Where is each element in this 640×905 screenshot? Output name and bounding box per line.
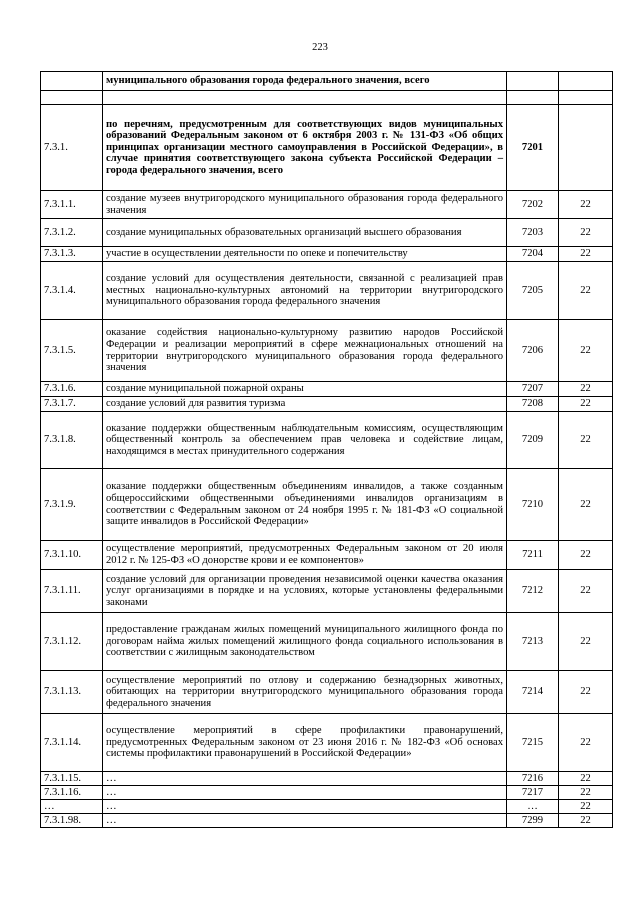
table-row	[41, 191, 613, 219]
row-code: 7207	[507, 382, 559, 397]
row-value: 22	[559, 772, 613, 786]
row-value: 22	[559, 262, 613, 320]
row-number: 7.3.1.16.	[41, 786, 103, 800]
table-row	[41, 412, 613, 469]
row-value	[559, 72, 613, 91]
row-value: 22	[559, 219, 613, 247]
row-value: 22	[559, 191, 613, 219]
row-value: 22	[559, 469, 613, 541]
row-description: создание музеев внутригородского муниципального образования города федерального значения	[103, 191, 507, 219]
row-description: …	[103, 772, 507, 786]
row-code: 7203	[507, 219, 559, 247]
row-value	[559, 91, 613, 105]
table-row	[41, 671, 613, 714]
row-code	[507, 72, 559, 91]
row-number	[41, 91, 103, 105]
row-number: 7.3.1.10.	[41, 541, 103, 570]
row-code: 7299	[507, 814, 559, 828]
row-number: 7.3.1.	[41, 105, 103, 191]
row-number: 7.3.1.5.	[41, 320, 103, 382]
row-number: 7.3.1.7.	[41, 397, 103, 412]
table-row	[41, 397, 613, 412]
row-number: 7.3.1.14.	[41, 714, 103, 772]
table-row	[41, 247, 613, 262]
row-code: 7201	[507, 105, 559, 191]
table-row	[41, 786, 613, 800]
row-description: создание условий для организации проведения независимой оценки качества оказания услуг организациями в порядке и на условиях, которые установлены федеральными законами	[103, 570, 507, 613]
row-description: осуществление мероприятий, предусмотренных Федеральным законом от 20 июля 2012 г. № 125-ФЗ «О донорстве крови и ее компонентов»	[103, 541, 507, 570]
row-description: …	[103, 814, 507, 828]
row-code: 7204	[507, 247, 559, 262]
table-row	[41, 262, 613, 320]
row-number	[41, 72, 103, 91]
row-value: 22	[559, 671, 613, 714]
row-code: …	[507, 800, 559, 814]
row-description: оказание поддержки общественным объединениям инвалидов, а также созданным общероссийскими общественными объединениями инвалидов организациям в соответствии с Федеральным законом от 24 ноября 1995 г. № 181-ФЗ «О социальной защите инвалидов в Российской Федерации»	[103, 469, 507, 541]
row-value: 22	[559, 541, 613, 570]
row-code	[507, 91, 559, 105]
table-row	[41, 91, 613, 105]
table-row	[41, 814, 613, 828]
table-row	[41, 714, 613, 772]
table-row	[41, 382, 613, 397]
row-code: 7214	[507, 671, 559, 714]
row-code: 7212	[507, 570, 559, 613]
row-value: 22	[559, 412, 613, 469]
table-row	[41, 613, 613, 671]
row-value: 22	[559, 714, 613, 772]
row-value	[559, 105, 613, 191]
row-description: осуществление мероприятий по отлову и содержанию безнадзорных животных, обитающих на территории внутригородского муниципального образования города федерального значения	[103, 671, 507, 714]
row-code: 7211	[507, 541, 559, 570]
table-row	[41, 541, 613, 570]
row-code: 7215	[507, 714, 559, 772]
table-row	[41, 570, 613, 613]
row-number: 7.3.1.4.	[41, 262, 103, 320]
row-number: 7.3.1.11.	[41, 570, 103, 613]
row-number: 7.3.1.15.	[41, 772, 103, 786]
row-description: …	[103, 786, 507, 800]
row-number: …	[41, 800, 103, 814]
row-description: оказание поддержки общественным наблюдательным комиссиям, осуществляющим общественный контроль за обеспечением прав человека и содействие лицам, находящимся в местах принудительного содержания	[103, 412, 507, 469]
row-value: 22	[559, 786, 613, 800]
table-row	[41, 219, 613, 247]
row-code: 7205	[507, 262, 559, 320]
row-code: 7216	[507, 772, 559, 786]
row-description: предоставление гражданам жилых помещений муниципального жилищного фонда по договорам найма жилых помещений жилищного фонда социального использования в соответствии с жилищным законодательством	[103, 613, 507, 671]
row-number: 7.3.1.98.	[41, 814, 103, 828]
row-number: 7.3.1.9.	[41, 469, 103, 541]
row-description: по перечням, предусмотренным для соответствующих видов муниципальных образований Федеральным законом от 6 октября 2003 г. № 131-ФЗ «Об общих принципах организации местного самоуправления в Российской Федерации», в случае принятия соответствующего закона субъекта Российской Федерации – города федерального значения, всего	[103, 105, 507, 191]
row-description	[103, 91, 507, 105]
row-description: муниципального образования города федерального значения, всего	[103, 72, 507, 91]
row-value: 22	[559, 320, 613, 382]
row-code: 7210	[507, 469, 559, 541]
row-code: 7217	[507, 786, 559, 800]
table-row	[41, 772, 613, 786]
row-value: 22	[559, 814, 613, 828]
table-row	[41, 800, 613, 814]
classification-table	[40, 71, 613, 828]
row-description: создание условий для осуществления деятельности, связанной с реализацией прав местных национально-культурных автономий на территории внутригородского муниципального образования города федерального значения	[103, 262, 507, 320]
table-row	[41, 105, 613, 191]
row-number: 7.3.1.6.	[41, 382, 103, 397]
row-code: 7209	[507, 412, 559, 469]
row-description: участие в осуществлении деятельности по опеке и попечительству	[103, 247, 507, 262]
row-code: 7202	[507, 191, 559, 219]
row-value: 22	[559, 382, 613, 397]
row-number: 7.3.1.8.	[41, 412, 103, 469]
row-description: …	[103, 800, 507, 814]
row-description: оказание содействия национально-культурному развитию народов Российской Федерации и реализации мероприятий в сфере межнациональных отношений на территории внутригородского муниципального образования города федерального значения	[103, 320, 507, 382]
table-row	[41, 469, 613, 541]
page-number: 223	[312, 42, 328, 53]
row-code: 7206	[507, 320, 559, 382]
row-description: создание условий для развития туризма	[103, 397, 507, 412]
row-value: 22	[559, 397, 613, 412]
row-description: создание муниципальных образовательных организаций высшего образования	[103, 219, 507, 247]
row-number: 7.3.1.12.	[41, 613, 103, 671]
row-value: 22	[559, 800, 613, 814]
row-number: 7.3.1.3.	[41, 247, 103, 262]
row-number: 7.3.1.1.	[41, 191, 103, 219]
row-value: 22	[559, 247, 613, 262]
row-number: 7.3.1.2.	[41, 219, 103, 247]
table-row	[41, 320, 613, 382]
row-number: 7.3.1.13.	[41, 671, 103, 714]
row-description: осуществление мероприятий в сфере профилактики правонарушений, предусмотренных Федеральным законом от 23 июня 2016 г. № 182-ФЗ «Об основах системы профилактики правонарушений в Российской Федерации»	[103, 714, 507, 772]
row-code: 7213	[507, 613, 559, 671]
table-row	[41, 72, 613, 91]
row-value: 22	[559, 570, 613, 613]
row-code: 7208	[507, 397, 559, 412]
row-value: 22	[559, 613, 613, 671]
row-description: создание муниципальной пожарной охраны	[103, 382, 507, 397]
